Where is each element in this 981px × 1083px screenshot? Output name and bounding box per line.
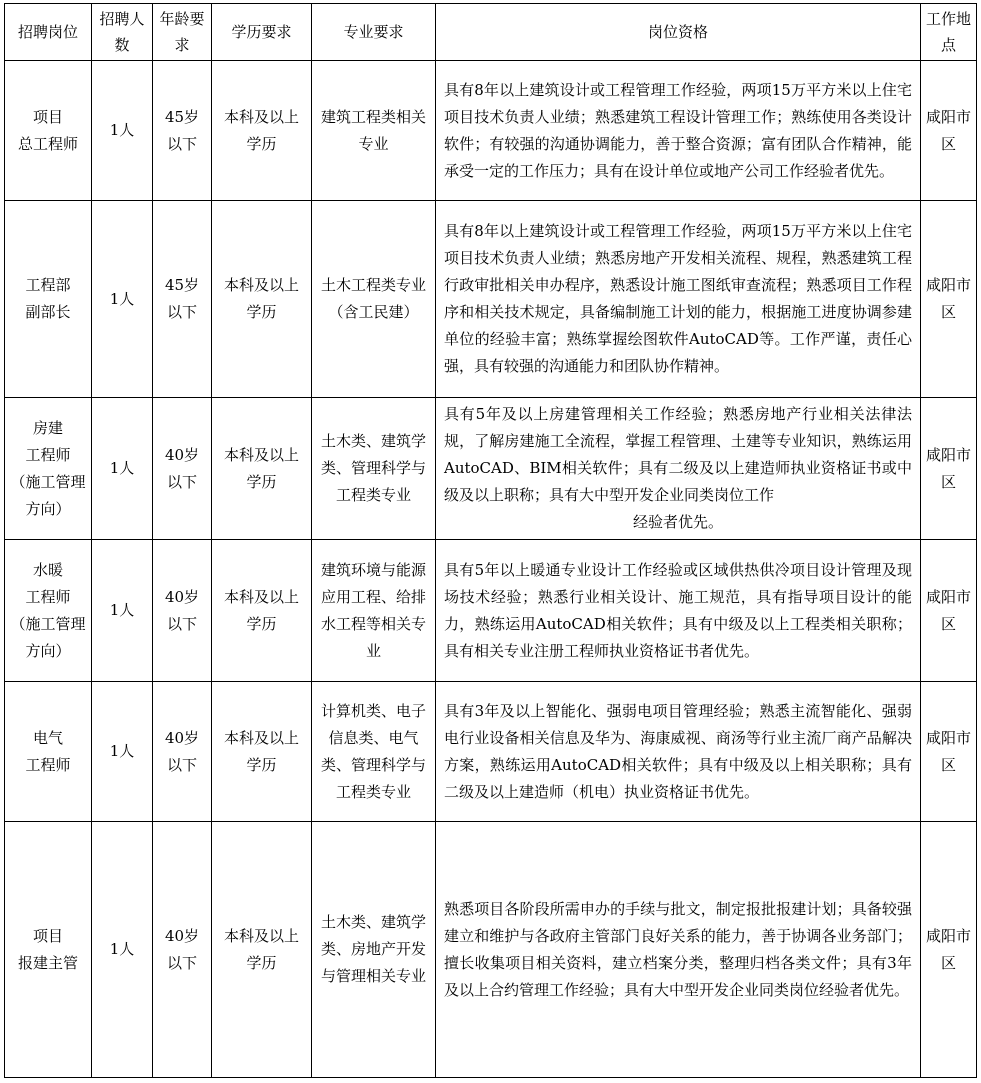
cell-location: 咸阳市区 [921, 61, 977, 201]
cell-education: 本科及以上学历 [212, 61, 312, 201]
table-row [5, 398, 977, 540]
recruitment-table [4, 3, 977, 1078]
cell-major: 计算机类、电子信息类、电气类、管理科学与工程类专业 [312, 682, 436, 822]
cell-age: 40岁 以下 [153, 540, 212, 682]
cell-count: 1人 [92, 201, 153, 398]
cell-position: 水暖 工程师 （施工管理方向） [5, 540, 92, 682]
cell-education: 本科及以上学历 [212, 201, 312, 398]
cell-age: 40岁 以下 [153, 682, 212, 822]
cell-position: 项目 总工程师 [5, 61, 92, 201]
cell-count: 1人 [92, 540, 153, 682]
header-position: 招聘岗位 [5, 4, 92, 61]
cell-location: 咸阳市区 [921, 822, 977, 1078]
cell-major: 土木工程类专业 （含工民建） [312, 201, 436, 398]
table-row [5, 682, 977, 822]
header-qualifications: 岗位资格 [436, 4, 921, 61]
table-row [5, 540, 977, 682]
cell-qualifications: 具有8年以上建筑设计或工程管理工作经验，两项15万平方米以上住宅项目技术负责人业绩；熟悉建筑工程设计管理工作；熟练使用各类设计软件；有较强的沟通协调能力，善于整合资源；富有团队合作精神，能承受一定的工作压力；具有在设计单位或地产公司工作经验者优先。 [436, 61, 921, 201]
cell-major: 土木类、建筑学类、房地产开发与管理相关专业 [312, 822, 436, 1078]
cell-qualifications [436, 398, 921, 540]
cell-education: 本科及以上学历 [212, 822, 312, 1078]
cell-position: 项目 报建主管 [5, 822, 92, 1078]
cell-position: 工程部 副部长 [5, 201, 92, 398]
header-count: 招聘人数 [92, 4, 153, 61]
table-row [5, 61, 977, 201]
cell-education: 本科及以上学历 [212, 540, 312, 682]
cell-qualifications: 具有3年及以上智能化、强弱电项目管理经验；熟悉主流智能化、强弱电行业设备相关信息及华为、海康威视、商汤等行业主流厂商产品解决方案，熟练运用AutoCAD相关软件；具有中级及以上相关职称；具有二级及以上建造师（机电）执业资格证书优先。 [436, 682, 921, 822]
cell-location: 咸阳市区 [921, 540, 977, 682]
cell-qualifications: 具有5年以上暖通专业设计工作经验或区域供热供冷项目设计管理及现场技术经验；熟悉行业相关设计、施工规范，具有指导项目设计的能力，熟练运用AutoCAD相关软件；具有中级及以上工程类相关职称；具有相关专业注册工程师执业资格证书者优先。 [436, 540, 921, 682]
cell-qualifications: 具有8年以上建筑设计或工程管理工作经验，两项15万平方米以上住宅项目技术负责人业绩；熟悉房地产开发相关流程、规程，熟悉建筑工程行政审批相关申办程序，熟悉设计施工图纸审查流程；熟悉项目工作程序和相关技术规定，具备编制施工计划的能力，根据施工进度协调参建单位的经验丰富；熟练掌握绘图软件AutoCAD等。工作严谨，责任心强，具有较强的沟通能力和团队协作精神。 [436, 201, 921, 398]
cell-count: 1人 [92, 398, 153, 540]
cell-count: 1人 [92, 682, 153, 822]
qualifications-tail: 经验者优先。 [632, 513, 723, 531]
header-major: 专业要求 [312, 4, 436, 61]
cell-count: 1人 [92, 822, 153, 1078]
cell-location: 咸阳市区 [921, 682, 977, 822]
header-location: 工作地点 [921, 4, 977, 61]
cell-education: 本科及以上学历 [212, 398, 312, 540]
table-row [5, 201, 977, 398]
cell-age: 40岁 以下 [153, 398, 212, 540]
qualifications-text: 具有5年及以上房建管理相关工作经验；熟悉房地产行业相关法律法规，了解房建施工全流程，掌握工程管理、土建等专业知识，熟练运用AutoCAD、BIM相关软件；具有二级及以上建造师执业资格证书或中级及以上职称；具有大中型开发企业同类岗位工作 [444, 405, 912, 504]
cell-age: 45岁 以下 [153, 61, 212, 201]
cell-major: 建筑工程类相关专业 [312, 61, 436, 201]
cell-age: 40岁 以下 [153, 822, 212, 1078]
cell-major: 土木类、建筑学类、管理科学与工程类专业 [312, 398, 436, 540]
header-age: 年龄要求 [153, 4, 212, 61]
cell-count: 1人 [92, 61, 153, 201]
header-row [5, 4, 977, 61]
table-row [5, 822, 977, 1078]
header-education: 学历要求 [212, 4, 312, 61]
cell-location: 咸阳市区 [921, 201, 977, 398]
cell-age: 45岁 以下 [153, 201, 212, 398]
cell-position: 电气 工程师 [5, 682, 92, 822]
cell-education: 本科及以上学历 [212, 682, 312, 822]
cell-qualifications: 熟悉项目各阶段所需申办的手续与批文，制定报批报建计划；具备较强建立和维护与各政府主管部门良好关系的能力，善于协调各业务部门；擅长收集项目相关资料，建立档案分类，整理归档各类文件；具有3年及以上合约管理工作经验；具有大中型开发企业同类岗位经验者优先。 [436, 822, 921, 1078]
cell-position: 房建 工程师 （施工管理方向） [5, 398, 92, 540]
cell-major: 建筑环境与能源应用工程、给排水工程等相关专业 [312, 540, 436, 682]
cell-location: 咸阳市区 [921, 398, 977, 540]
